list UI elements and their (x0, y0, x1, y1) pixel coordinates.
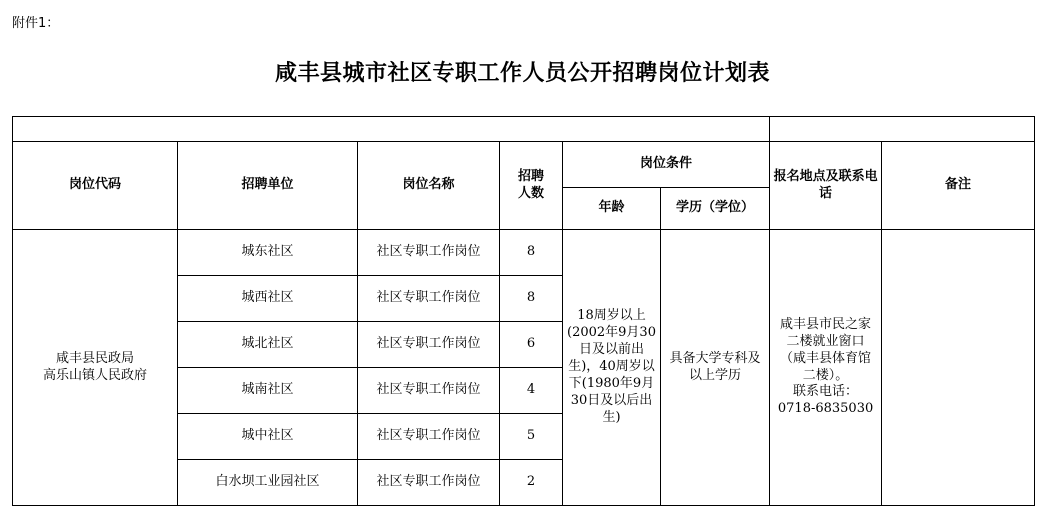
header-count (500, 142, 563, 230)
unit-cell: 城中社区 (178, 414, 358, 460)
count-cell: 8 (500, 276, 563, 322)
attachment-label: 附件1： (12, 16, 60, 31)
unit-cell: 城南社区 (178, 368, 358, 414)
count-cell: 4 (500, 368, 563, 414)
contact-text: 咸丰县市民之家二楼就业窗口（咸丰县体育馆二楼）。 联系电话： 0718-6835030 (777, 316, 874, 417)
age-text: 18周岁以上(2002年9月30日及以前出生)，40周岁以下(1980年9月30日及以后出生) (567, 308, 656, 425)
remarks-cell (882, 230, 1035, 506)
count-cell: 5 (500, 414, 563, 460)
position-cell: 社区专职工作岗位 (358, 460, 500, 506)
header-count-text: 招聘人数 (517, 168, 544, 201)
page-title: 咸丰县城市社区专职工作人员公开招聘岗位计划表 (274, 60, 770, 86)
count-cell: 6 (500, 322, 563, 368)
recruitment-table (12, 116, 1035, 506)
header-row-1 (13, 142, 1035, 188)
header-unit: 招聘单位 (178, 142, 358, 230)
education-text: 具备大学专科及以上学历 (669, 350, 761, 383)
position-cell: 社区专职工作岗位 (358, 230, 500, 276)
blank-cell-left (13, 117, 770, 142)
position-cell: 社区专职工作岗位 (358, 276, 500, 322)
header-position: 岗位名称 (358, 142, 500, 230)
header-code: 岗位代码 (13, 142, 178, 230)
header-remarks: 备注 (882, 142, 1035, 230)
age-cell (563, 230, 661, 506)
header-conditions: 岗位条件 (563, 142, 770, 188)
code-text: 咸丰县民政局 高乐山镇人民政府 (42, 350, 147, 383)
unit-cell: 城北社区 (178, 322, 358, 368)
code-cell (13, 230, 178, 506)
position-cell: 社区专职工作岗位 (358, 322, 500, 368)
header-age: 年龄 (563, 188, 661, 230)
count-cell: 8 (500, 230, 563, 276)
unit-cell: 城东社区 (178, 230, 358, 276)
position-cell: 社区专职工作岗位 (358, 368, 500, 414)
contact-cell (770, 230, 882, 506)
unit-cell: 城西社区 (178, 276, 358, 322)
position-cell: 社区专职工作岗位 (358, 414, 500, 460)
count-cell: 2 (500, 460, 563, 506)
unit-cell: 白水坝工业园社区 (178, 460, 358, 506)
blank-cell-right (770, 117, 1035, 142)
blank-header-row (13, 117, 1035, 142)
education-cell (661, 230, 770, 506)
header-contact (770, 142, 882, 230)
header-contact-text: 报名地点及联系电话 (773, 168, 878, 201)
table-row (13, 230, 1035, 276)
header-education: 学历（学位） (661, 188, 770, 230)
